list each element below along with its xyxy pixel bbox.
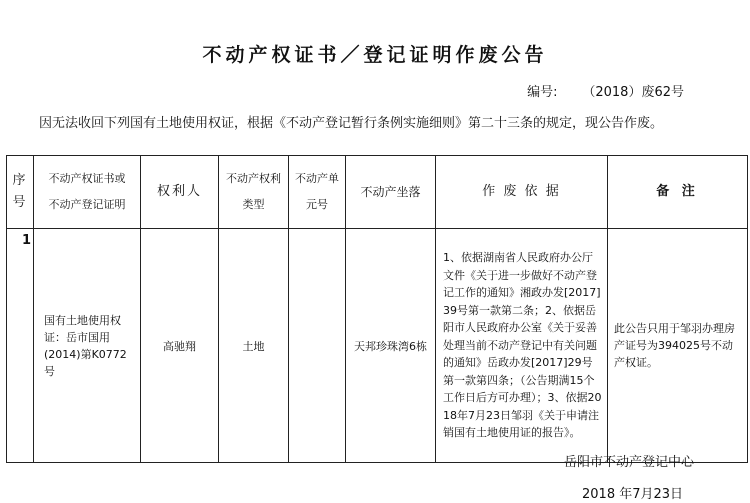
header-basis: 作 废 依 据 [436,156,608,229]
header-holder: 权利人 [141,156,219,229]
row-unit-number [289,229,346,463]
row-holder: 高驰翔 [141,229,219,463]
document-number [527,81,684,100]
row-certificate: 国有土地使用权证：岳市国用(2014)第K0772号 [34,229,141,463]
page-title: 不动产权证书／登记证明作废公告 [202,44,548,66]
cancellation-table [6,155,748,463]
document-number-label: 编号: [527,85,558,100]
row-basis: 1、依据湖南省人民政府办公厅文件《关于进一步做好不动产登记工作的通知》湘政办发[2017]39号第一款第二条；2、依据岳阳市人民政府办公室《关于妥善处理当前不动产登记中有关问题的通知》岳政办发[2017]29号第一款第四条；（公告期满15个工作日后方可办理）；3、依据2018年7月23日邹羽《关于申请注销国有土地使用证的报告》。 [436,229,608,463]
table-header-row [7,156,748,229]
header-certificate: 不动产权证书或 不动产登记证明 [34,156,141,229]
header-right-type: 不动产权利 类型 [219,156,289,229]
header-location: 不动产坐落 [346,156,436,229]
row-remarks: 此公告只用于邹羽办理房产证号为394025号不动产权证。 [608,229,748,463]
document-number-value: （2018）废62号 [582,85,684,100]
issue-date: 2018 年7月23日 [582,487,684,502]
row-right-type: 土地 [219,229,289,463]
header-serial: 序 号 [7,156,34,229]
header-unit-number: 不动产单 元号 [289,156,346,229]
row-serial: 1 [7,229,34,463]
header-remarks: 备 注 [608,156,748,229]
table-row [7,229,748,463]
intro-paragraph: 因无法收回下列国有土地使用权证，根据《不动产登记暂行条例实施细则》第二十三条的规定，现公告作废。 [39,116,664,131]
row-location: 天邦珍珠湾6栋 [346,229,436,463]
issuer: 岳阳市不动产登记中心 [564,455,695,470]
